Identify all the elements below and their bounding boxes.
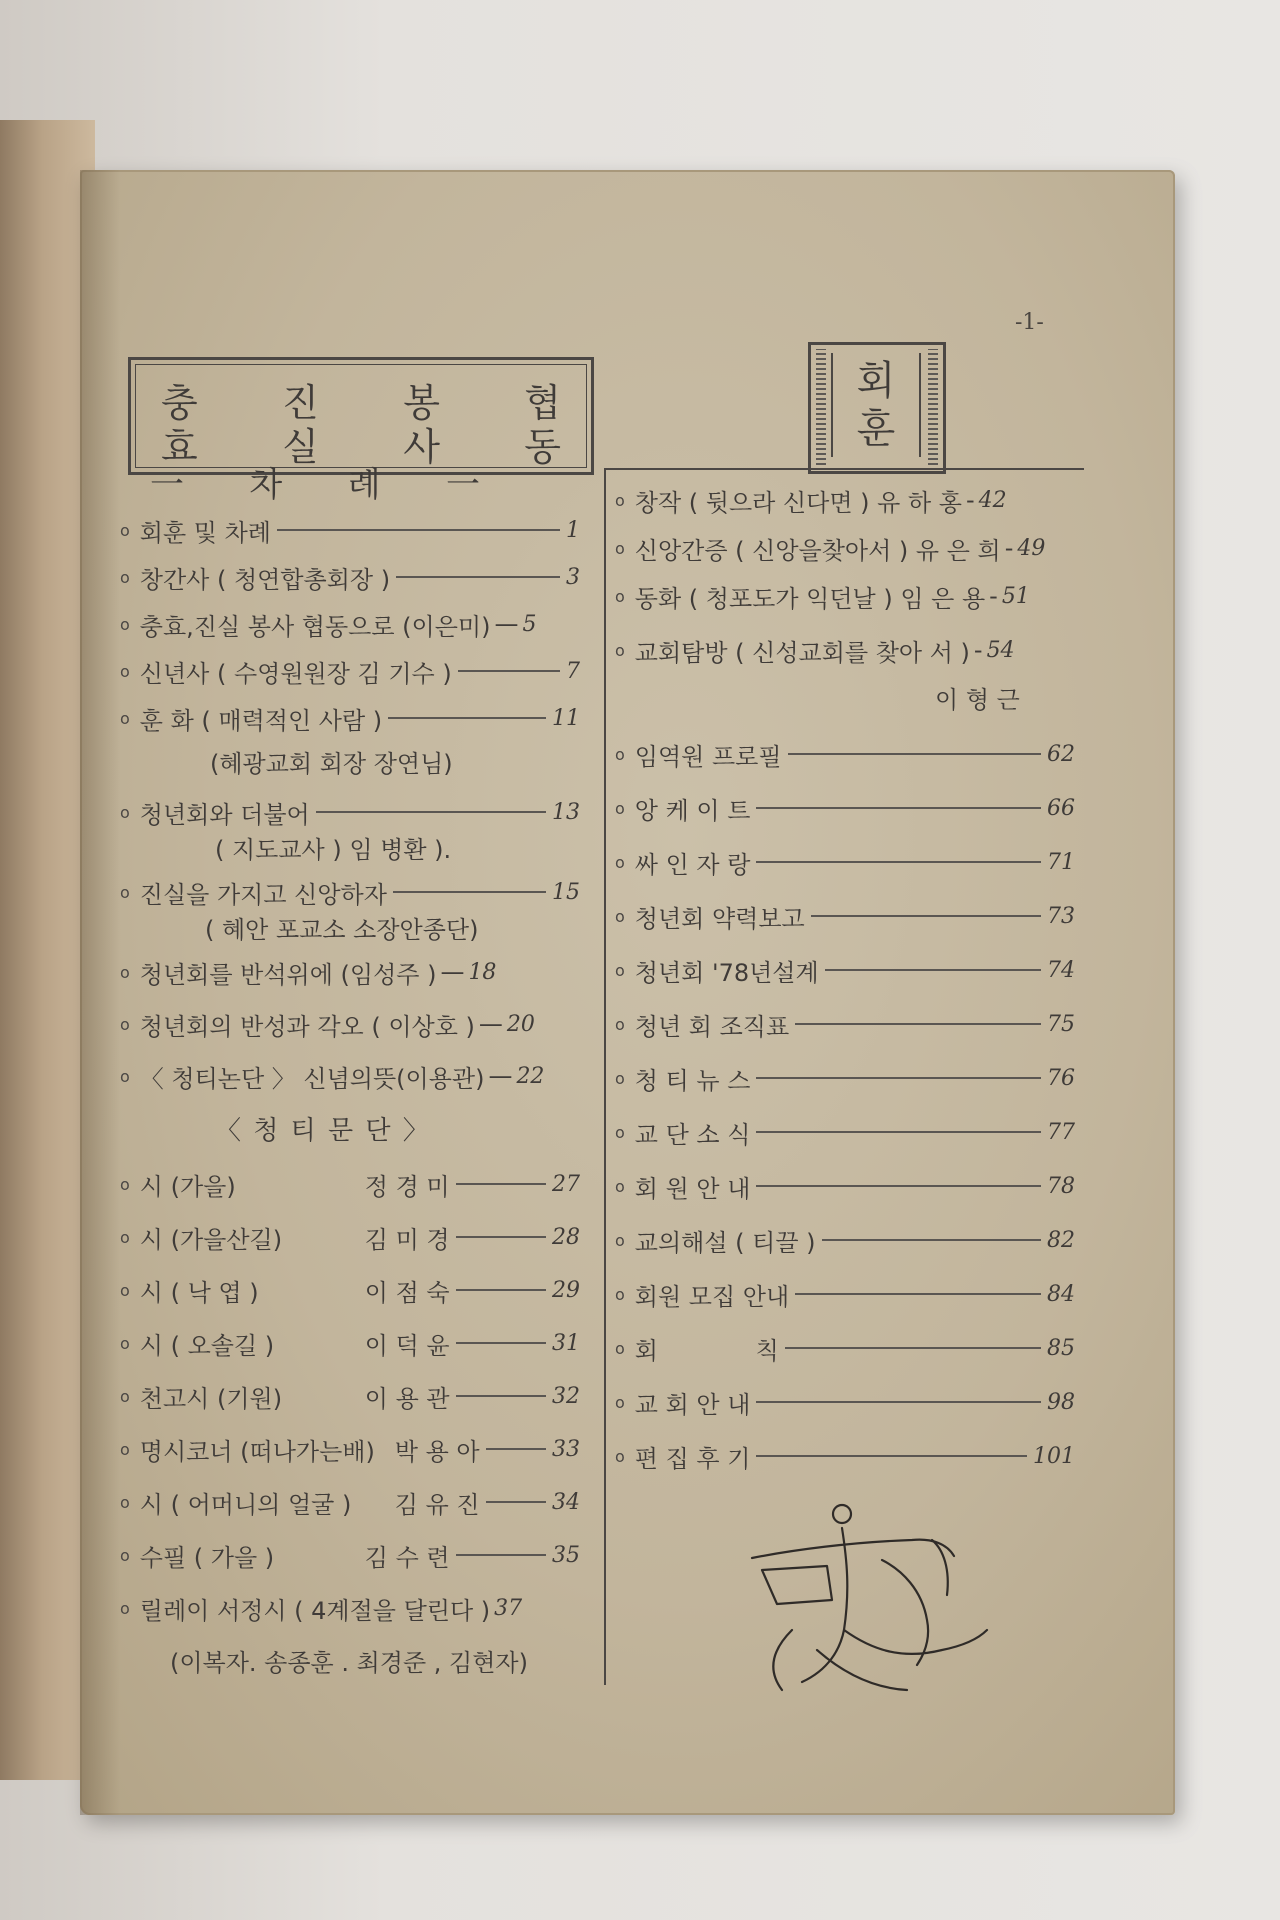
leader-line bbox=[396, 576, 560, 578]
toc-page: 29 bbox=[552, 1277, 580, 1303]
toc-title: 편 집 후 기 bbox=[634, 1444, 751, 1473]
sketch-head bbox=[833, 1505, 851, 1523]
toc-page: 22 bbox=[516, 1063, 545, 1089]
toc-title: 회훈 및 차례 bbox=[139, 518, 271, 547]
ink-sketch-drawing bbox=[732, 1500, 992, 1700]
toc-title: 〈 청티논단 〉 신념의뜻(이용관) bbox=[139, 1064, 485, 1093]
motto-char: 충 bbox=[161, 381, 198, 425]
sketch-leg bbox=[844, 1630, 987, 1654]
toc-page: 101 bbox=[1033, 1443, 1075, 1469]
toc-subline: ( 혜안 포교소 소장안종단) bbox=[205, 916, 479, 944]
toc-page: 77 bbox=[1047, 1119, 1075, 1145]
toc-item bbox=[120, 1270, 580, 1310]
toc-title: 청 티 뉴 스 bbox=[634, 1066, 751, 1095]
toc-page: 32 bbox=[552, 1383, 580, 1409]
bullet-icon: o bbox=[615, 1230, 625, 1250]
toc-item bbox=[615, 630, 1075, 670]
toc-title: 교 회 안 내 bbox=[634, 1390, 751, 1419]
toc-item bbox=[615, 576, 1075, 616]
toc-title: 회 칙 bbox=[634, 1336, 779, 1365]
toc-title: 앙 케 이 트 bbox=[634, 796, 751, 825]
toc-title: 시 (가을) bbox=[139, 1172, 236, 1201]
leader-line bbox=[486, 1448, 546, 1450]
bullet-icon: o bbox=[120, 661, 130, 681]
bullet-icon: o bbox=[120, 1333, 130, 1353]
toc-page: 71 bbox=[1047, 849, 1075, 875]
toc-item bbox=[120, 557, 580, 597]
toc-item bbox=[120, 510, 580, 550]
toc-subline: 이 형 근 bbox=[935, 686, 1020, 714]
leader-line bbox=[795, 1293, 1041, 1295]
leader-line bbox=[822, 1239, 1041, 1241]
leader-line bbox=[456, 1236, 546, 1238]
leader-line bbox=[316, 811, 546, 813]
toc-item bbox=[615, 950, 1075, 990]
leader-line bbox=[756, 1401, 1041, 1403]
motto-char: 효 bbox=[161, 425, 198, 469]
toc-title: 청년 회 조직표 bbox=[634, 1012, 790, 1041]
sketch-stroke bbox=[932, 1540, 948, 1595]
leader-line bbox=[756, 1131, 1041, 1133]
toc-item bbox=[120, 872, 580, 912]
bullet-icon: o bbox=[615, 798, 625, 818]
toc-item bbox=[615, 1058, 1075, 1098]
bullet-icon: o bbox=[615, 1446, 625, 1466]
bullet-icon: o bbox=[120, 1174, 130, 1194]
toc-title: 시 ( 어머니의 얼굴 ) bbox=[139, 1490, 352, 1519]
sketch-stroke bbox=[817, 1650, 907, 1690]
leader-line bbox=[393, 891, 546, 893]
leader-line bbox=[795, 1023, 1041, 1025]
toc-item bbox=[120, 1535, 580, 1575]
hatch-decoration bbox=[816, 349, 826, 465]
bullet-icon: o bbox=[615, 852, 625, 872]
toc-author: 이 덕 윤 bbox=[364, 1331, 450, 1360]
toc-item bbox=[615, 1166, 1075, 1206]
dash: - bbox=[973, 636, 983, 664]
toc-page: 7 bbox=[566, 658, 580, 684]
toc-item bbox=[120, 1376, 580, 1416]
toc-title: 회원 모집 안내 bbox=[634, 1282, 790, 1311]
toc-page: 42 bbox=[978, 487, 1007, 513]
motto-char: 진 bbox=[282, 381, 319, 425]
toc-item bbox=[615, 842, 1075, 882]
toc-item bbox=[120, 1004, 580, 1044]
toc-page: 18 bbox=[468, 959, 497, 985]
toc-author: 김 유 진 bbox=[394, 1490, 480, 1519]
hoehun-text bbox=[831, 353, 921, 457]
toc-item bbox=[120, 698, 580, 738]
bullet-icon: o bbox=[120, 1545, 130, 1565]
leader-line bbox=[825, 969, 1041, 971]
toc-page: 35 bbox=[552, 1542, 580, 1568]
leader-line bbox=[756, 1185, 1041, 1187]
toc-title: 창작 ( 뒷으라 신다면 ) 유 하 홍 bbox=[634, 488, 962, 517]
hatch-decoration bbox=[928, 349, 938, 465]
leader-line bbox=[388, 717, 546, 719]
toc-page: 34 bbox=[552, 1489, 580, 1515]
toc-title: 명시코너 (떠나가는배) bbox=[139, 1437, 375, 1466]
dash: — bbox=[488, 1062, 513, 1090]
toc-title: 창간사 ( 청연합총회장 ) bbox=[139, 565, 391, 594]
bullet-icon: o bbox=[120, 1386, 130, 1406]
bullet-icon: o bbox=[120, 567, 130, 587]
bullet-icon: o bbox=[120, 1066, 130, 1086]
literary-section-heading: 〈 청 티 문 단 〉 bbox=[215, 1116, 431, 1146]
page-number: -1- bbox=[1015, 310, 1044, 335]
heading-dash: 一 bbox=[150, 464, 184, 505]
toc-page: 76 bbox=[1047, 1065, 1075, 1091]
toc-item bbox=[615, 734, 1075, 774]
bullet-icon: o bbox=[615, 906, 625, 926]
toc-title: 동화 ( 청포도가 익던날 ) 임 은 용 bbox=[634, 584, 986, 613]
toc-item bbox=[615, 1274, 1075, 1314]
bullet-icon: o bbox=[615, 1122, 625, 1142]
toc-item bbox=[615, 1328, 1075, 1368]
toc-item bbox=[120, 1164, 580, 1204]
toc-author: 박 용 아 bbox=[394, 1437, 480, 1466]
motto-char: 동 bbox=[524, 425, 561, 469]
motto-char: 실 bbox=[282, 425, 319, 469]
leader-line bbox=[756, 1455, 1027, 1457]
toc-subline: ( 지도교사 ) 임 병환 ). bbox=[215, 836, 452, 864]
heading-char: 례 bbox=[347, 464, 381, 505]
bullet-icon: o bbox=[120, 1280, 130, 1300]
toc-page: 33 bbox=[552, 1436, 580, 1462]
bullet-icon: o bbox=[615, 1176, 625, 1196]
leader-line bbox=[756, 1077, 1041, 1079]
toc-page: 54 bbox=[986, 637, 1015, 663]
bullet-icon: o bbox=[615, 744, 625, 764]
toc-page: 31 bbox=[552, 1330, 580, 1356]
bullet-icon: o bbox=[120, 614, 130, 634]
toc-item bbox=[615, 1220, 1075, 1260]
hoehun-char: 훈 bbox=[856, 406, 896, 452]
toc-title: 진실을 가지고 신앙하자 bbox=[139, 880, 387, 909]
toc-title: 청년회 '78년설계 bbox=[634, 958, 819, 987]
leader-line bbox=[811, 915, 1041, 917]
dash: - bbox=[989, 582, 998, 610]
bullet-icon: o bbox=[615, 1338, 625, 1358]
bullet-icon: o bbox=[120, 1227, 130, 1247]
toc-page: 1 bbox=[566, 517, 580, 543]
sketch-arm bbox=[752, 1540, 954, 1558]
toc-item bbox=[615, 1382, 1075, 1422]
toc-item bbox=[120, 1429, 580, 1469]
toc-title: 청년회를 반석위에 (임성주 ) bbox=[139, 960, 437, 989]
toc-item bbox=[120, 1323, 580, 1363]
toc-title: 천고시 (기원) bbox=[139, 1384, 283, 1413]
toc-title: 릴레이 서정시 ( 4계절을 달린다 ) bbox=[139, 1596, 491, 1625]
heading-char: 차 bbox=[249, 464, 283, 505]
toc-title: 훈 화 ( 매력적인 사람 ) bbox=[139, 706, 383, 735]
hoehun-char: 회 bbox=[856, 358, 896, 404]
toc-title: 임역원 프로필 bbox=[634, 742, 782, 771]
bullet-icon: o bbox=[120, 520, 130, 540]
hoehun-box bbox=[808, 342, 946, 474]
toc-item bbox=[615, 480, 1075, 520]
toc-item bbox=[120, 1217, 580, 1257]
toc-author: 정 경 미 bbox=[364, 1172, 450, 1201]
toc-page: 13 bbox=[552, 799, 580, 825]
toc-title: 신앙간증 ( 신앙을찾아서 ) 유 은 희 bbox=[634, 536, 1001, 565]
toc-item bbox=[615, 896, 1075, 936]
toc-title: 시 ( 낙 엽 ) bbox=[139, 1278, 259, 1307]
toc-item bbox=[120, 1588, 600, 1628]
bullet-icon: o bbox=[120, 962, 130, 982]
toc-item bbox=[120, 952, 580, 992]
leader-line bbox=[756, 807, 1041, 809]
right-top-rule bbox=[604, 468, 1084, 470]
toc-page: 11 bbox=[552, 705, 580, 731]
toc-title: 수필 ( 가을 ) bbox=[139, 1543, 275, 1572]
toc-page: 5 bbox=[522, 611, 537, 637]
dash: — bbox=[478, 1010, 503, 1038]
toc-title: 교의해설 ( 티끌 ) bbox=[634, 1228, 816, 1257]
bullet-icon: o bbox=[120, 1439, 130, 1459]
dash: — bbox=[494, 610, 519, 638]
toc-page: 62 bbox=[1047, 741, 1075, 767]
toc-page: 15 bbox=[552, 879, 580, 905]
toc-item bbox=[120, 1056, 580, 1096]
bullet-icon: o bbox=[615, 538, 625, 558]
bullet-icon: o bbox=[120, 1014, 130, 1034]
page-gutter-shadow bbox=[80, 170, 120, 1815]
leader-line bbox=[486, 1501, 546, 1503]
motto-char: 사 bbox=[403, 425, 440, 469]
toc-title: 신년사 ( 수영원원장 김 기수 ) bbox=[139, 659, 452, 688]
bullet-icon: o bbox=[615, 1068, 625, 1088]
dash: - bbox=[965, 486, 975, 514]
toc-page: 74 bbox=[1047, 957, 1075, 983]
leader-line bbox=[456, 1554, 546, 1556]
toc-title: 회 원 안 내 bbox=[634, 1174, 751, 1203]
bullet-icon: o bbox=[120, 708, 130, 728]
toc-title: 시 ( 오솔길 ) bbox=[139, 1331, 275, 1360]
toc-page: 66 bbox=[1047, 795, 1075, 821]
toc-page: 75 bbox=[1047, 1011, 1075, 1037]
dash: - bbox=[1004, 534, 1014, 562]
toc-subline: (이복자. 송종훈 . 최경준 , 김현자) bbox=[170, 1649, 528, 1677]
toc-title: 싸 인 자 랑 bbox=[634, 850, 751, 879]
bullet-icon: o bbox=[120, 802, 130, 822]
toc-item bbox=[120, 604, 580, 644]
bullet-icon: o bbox=[120, 882, 130, 902]
toc-page: 84 bbox=[1047, 1281, 1075, 1307]
sketch-box bbox=[762, 1566, 832, 1604]
toc-item bbox=[615, 1112, 1075, 1152]
toc-subline: (혜광교회 회장 장연님) bbox=[210, 750, 453, 778]
leader-line bbox=[458, 670, 560, 672]
toc-page: 98 bbox=[1047, 1389, 1075, 1415]
sketch-stroke bbox=[773, 1630, 792, 1690]
toc-title: 시 (가을산길) bbox=[139, 1225, 283, 1254]
bullet-icon: o bbox=[120, 1598, 130, 1618]
leader-line bbox=[785, 1347, 1041, 1349]
toc-page: 37 bbox=[494, 1595, 523, 1621]
toc-title: 교회탐방 ( 신성교회를 찾아 서 ) bbox=[634, 638, 970, 667]
bullet-icon: o bbox=[615, 586, 625, 606]
toc-page: 82 bbox=[1047, 1227, 1075, 1253]
toc-page: 27 bbox=[552, 1171, 580, 1197]
bullet-icon: o bbox=[615, 1284, 625, 1304]
toc-title: 청년회와 더불어 bbox=[139, 800, 310, 829]
toc-item bbox=[120, 1482, 580, 1522]
toc-title: 교 단 소 식 bbox=[634, 1120, 751, 1149]
leader-line bbox=[456, 1183, 546, 1185]
toc-title: 청년회의 반성과 각오 ( 이상호 ) bbox=[139, 1012, 475, 1041]
bullet-icon: o bbox=[120, 1492, 130, 1512]
toc-item bbox=[615, 528, 1075, 568]
toc-page: 3 bbox=[566, 564, 580, 590]
sketch-body bbox=[802, 1528, 847, 1682]
leader-line bbox=[788, 753, 1041, 755]
toc-item bbox=[615, 788, 1075, 828]
toc-item bbox=[615, 1436, 1075, 1476]
bullet-icon: o bbox=[615, 1014, 625, 1034]
toc-page: 51 bbox=[1001, 583, 1030, 609]
leader-line bbox=[456, 1342, 546, 1344]
toc-title: 청년회 약력보고 bbox=[634, 904, 805, 933]
toc-item bbox=[120, 651, 580, 691]
toc-page: 73 bbox=[1047, 903, 1075, 929]
leader-line bbox=[277, 529, 560, 531]
bullet-icon: o bbox=[615, 490, 625, 510]
toc-page: 28 bbox=[552, 1224, 580, 1250]
heading-dash: 一 bbox=[445, 464, 480, 505]
bullet-icon: o bbox=[615, 640, 625, 660]
toc-item bbox=[120, 792, 580, 832]
motto-char: 봉 bbox=[403, 381, 440, 425]
bullet-icon: o bbox=[615, 960, 625, 980]
toc-page: 78 bbox=[1047, 1173, 1075, 1199]
leader-line bbox=[456, 1289, 546, 1291]
leader-line bbox=[456, 1395, 546, 1397]
toc-page: 49 bbox=[1017, 535, 1046, 561]
toc-item bbox=[615, 1004, 1075, 1044]
leader-line bbox=[756, 861, 1041, 863]
toc-page: 20 bbox=[506, 1011, 535, 1037]
bullet-icon: o bbox=[615, 1392, 625, 1412]
column-divider bbox=[604, 470, 606, 1685]
toc-author: 김 미 경 bbox=[364, 1225, 450, 1254]
toc-author: 이 점 숙 bbox=[364, 1278, 450, 1307]
sketch-stroke bbox=[882, 1560, 928, 1665]
contents-heading bbox=[150, 456, 480, 506]
dash: — bbox=[440, 958, 465, 986]
toc-author: 김 수 련 bbox=[364, 1543, 450, 1572]
motto-char: 협 bbox=[524, 381, 561, 425]
toc-title: 충효,진실 봉사 협동으로 (이은미) bbox=[139, 612, 491, 641]
toc-author: 이 용 관 bbox=[364, 1384, 450, 1413]
toc-page: 85 bbox=[1047, 1335, 1075, 1361]
